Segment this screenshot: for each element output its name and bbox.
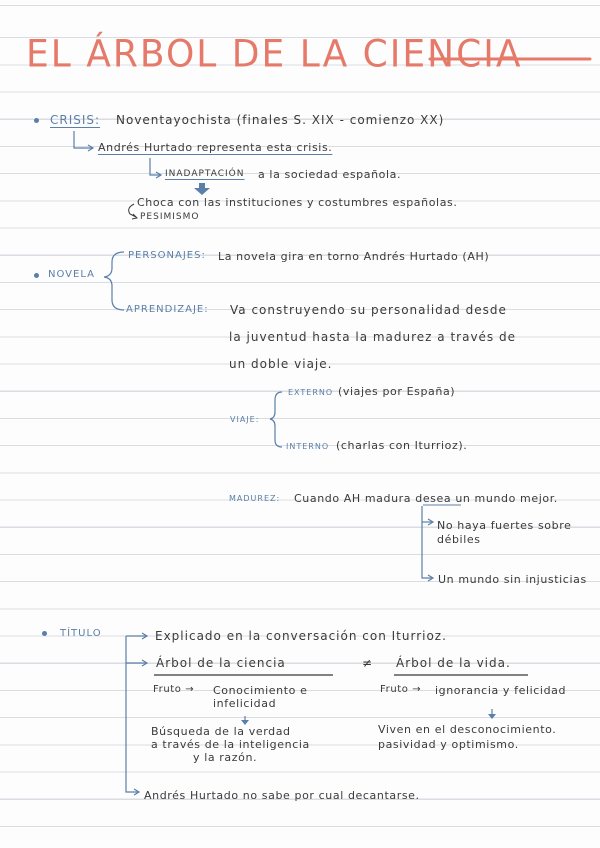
crisis-line3: Choca con las instituciones y costumbres españolas.	[137, 196, 458, 209]
fruto-ciencia-line1: Conocimiento e	[213, 684, 308, 697]
crisis-bullet	[34, 118, 39, 123]
viaje-brace	[270, 392, 282, 447]
crisis-arrow-2	[150, 158, 160, 175]
personajes-label: PERSONAJES:	[128, 250, 206, 261]
novela-bullet	[34, 273, 39, 278]
aprendizaje-line2: la juventud hasta la madurez a través de	[229, 330, 517, 344]
busqueda-line2: a través de la inteligencia	[151, 738, 310, 751]
crisis-line1: Andrés Hurtado representa esta crisis.	[98, 141, 333, 154]
viaje-label: VIAJE:	[230, 415, 260, 424]
titulo-label: TÍTULO	[60, 628, 102, 639]
aprendizaje-line1: Va construyendo su personalidad desde	[230, 303, 507, 317]
inadaptacion-label: INADAPTACIÓN	[165, 169, 245, 179]
madurez-text: Cuando AH madura desea un mundo mejor.	[294, 492, 558, 505]
externo-text: (viajes por España)	[338, 385, 456, 398]
externo-label: EXTERNO	[288, 388, 334, 397]
down-arrow-shaft	[199, 183, 205, 188]
fruto-vida-text: ignorancia y felicidad	[435, 684, 567, 697]
down-arrow-head	[194, 188, 210, 195]
fruto-ciencia-label: Fruto →	[153, 684, 195, 695]
desea-item2: Un mundo sin injusticias	[438, 573, 587, 586]
fruto-ciencia-line2: infelicidad	[213, 697, 277, 710]
aprendizaje-line3: un doble viaje.	[229, 357, 333, 371]
arbol-ciencia: Árbol de la ciencia	[156, 656, 286, 670]
titulo-arrow-main	[126, 636, 138, 792]
fruto-vida-label: Fruto →	[380, 684, 422, 695]
viven-line2: pasividad y optimismo.	[378, 738, 519, 751]
desea-item1b: débiles	[437, 533, 481, 546]
crisis-arrow-1	[74, 131, 92, 148]
personajes-text: La novela gira en torno Andrés Hurtado (AH)	[218, 250, 490, 263]
titulo-explicado: Explicado en la conversación con Iturrioz.	[155, 629, 447, 643]
aprendizaje-label: APRENDIZAJE:	[126, 304, 209, 315]
crisis-line2: a la sociedad española.	[258, 168, 402, 181]
viven-line1: Viven en el desconocimiento.	[378, 723, 557, 736]
madurez-arrows	[422, 506, 432, 578]
novela-brace	[104, 252, 124, 310]
titulo-bullet	[42, 631, 47, 636]
crisis-label: CRISIS:	[50, 113, 101, 127]
pesimismo-label: PESIMISMO	[140, 212, 200, 222]
titulo-conclusion: Andrés Hurtado no sabe por cual decantarse.	[144, 789, 420, 802]
busqueda-line3: y la razón.	[193, 751, 258, 764]
novela-label: NOVELA	[48, 269, 95, 280]
page-title: EL ÁRBOL DE LA CIENCIA	[26, 32, 523, 77]
madurez-label: MADUREZ:	[229, 494, 281, 503]
arbol-vida: Árbol de la vida.	[396, 656, 511, 670]
desea-item1: No haya fuertes sobre	[437, 519, 572, 532]
busqueda-line1: Búsqueda de la verdad	[151, 725, 291, 738]
neq-symbol: ≠	[362, 656, 374, 670]
interno-label: INTERNO	[286, 442, 330, 451]
crisis-text: Noventayochista (finales S. XIX - comienzo XX)	[116, 113, 445, 127]
interno-text: (charlas con Iturrioz).	[336, 439, 468, 452]
